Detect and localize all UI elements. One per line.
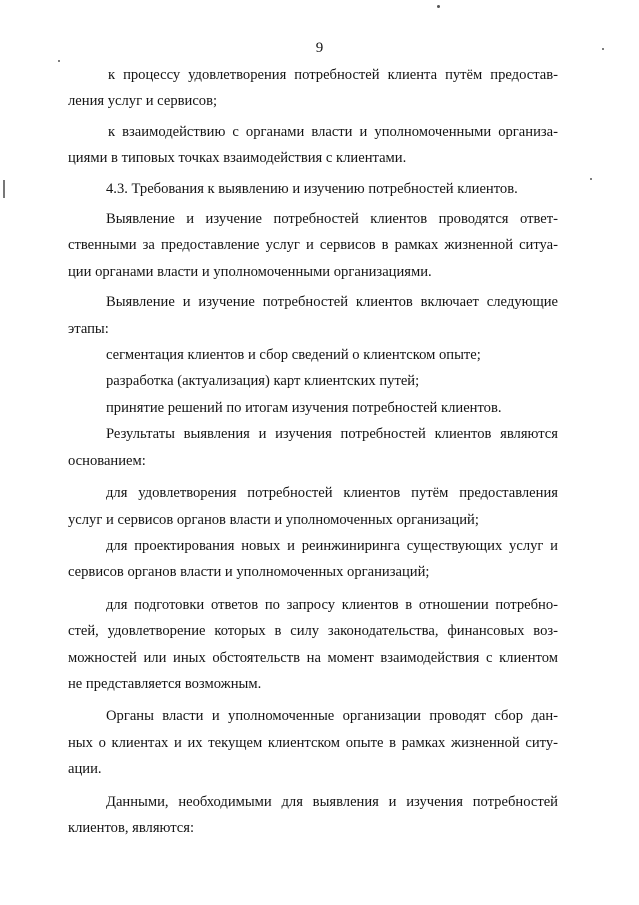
list-item: для проектирования новых и реинжиниринга существующих услуг и bbox=[106, 537, 558, 554]
paragraph: Выявление и изучение потребностей клиентов включает следующие bbox=[106, 294, 558, 311]
paragraph: Выявление и изучение потребностей клиентов проводятся ответ- bbox=[106, 211, 558, 228]
paragraph-continuation: стей, удовлетворение которых в силу законодательства, финансовых воз- bbox=[68, 623, 558, 640]
document-body bbox=[68, 62, 558, 841]
scan-speck bbox=[602, 48, 604, 50]
paragraph-continuation: не представляется возможным. bbox=[68, 675, 262, 692]
paragraph-continuation: клиентов, являются: bbox=[68, 819, 195, 836]
paragraph: Данными, необходимыми для выявления и изучения потребностей bbox=[106, 793, 558, 810]
list-item: сегментация клиентов и сбор сведений о клиентском опыте; bbox=[106, 347, 481, 364]
paragraph-continuation: ления услуг и сервисов; bbox=[68, 93, 218, 110]
paragraph-continuation: услуг и сервисов органов власти и уполномоченных организаций; bbox=[68, 511, 479, 528]
list-item: принятие решений по итогам изучения потребностей клиентов. bbox=[106, 399, 502, 416]
list-item: разработка (актуализация) карт клиентских путей; bbox=[106, 373, 420, 390]
paragraph-continuation: этапы: bbox=[68, 320, 109, 337]
scan-speck bbox=[590, 178, 592, 180]
list-item: для удовлетворения потребностей клиентов путём предоставления bbox=[106, 485, 558, 502]
scan-speck bbox=[58, 60, 60, 62]
paragraph: Органы власти и уполномоченные организации проводят сбор дан- bbox=[106, 708, 558, 725]
paragraph-continuation: можностей или иных обстоятельств на момент взаимодействия с клиентом bbox=[68, 649, 558, 666]
scan-speck bbox=[437, 5, 440, 8]
section-heading: 4.3. Требования к выявлению и изучению потребностей клиентов. bbox=[106, 180, 518, 197]
paragraph-continuation: ственными за предоставление услуг и сервисов в рамках жизненной ситуа- bbox=[68, 237, 558, 254]
paragraph: к процессу удовлетворения потребностей клиента путём предостав- bbox=[108, 67, 558, 83]
paragraph-continuation: сервисов органов власти и уполномоченных организаций; bbox=[68, 564, 430, 581]
paragraph-continuation: ации. bbox=[68, 761, 102, 778]
scan-margin-mark bbox=[3, 180, 5, 198]
paragraph-continuation: циями в типовых точках взаимодействия с клиентами. bbox=[68, 150, 407, 167]
paragraph: Результаты выявления и изучения потребностей клиентов являются bbox=[106, 426, 558, 443]
paragraph-continuation: ции органами власти и уполномоченными организациями. bbox=[68, 263, 432, 280]
list-item: для подготовки ответов по запросу клиентов в отношении потребно- bbox=[106, 596, 558, 613]
paragraph-continuation: ных о клиентах и их текущем клиентском опыте в рамках жизненной ситу- bbox=[68, 734, 558, 751]
page-number: 9 bbox=[315, 40, 324, 56]
paragraph-continuation: основанием: bbox=[68, 452, 146, 469]
paragraph: к взаимодействию с органами власти и уполномоченными организа- bbox=[108, 123, 558, 140]
